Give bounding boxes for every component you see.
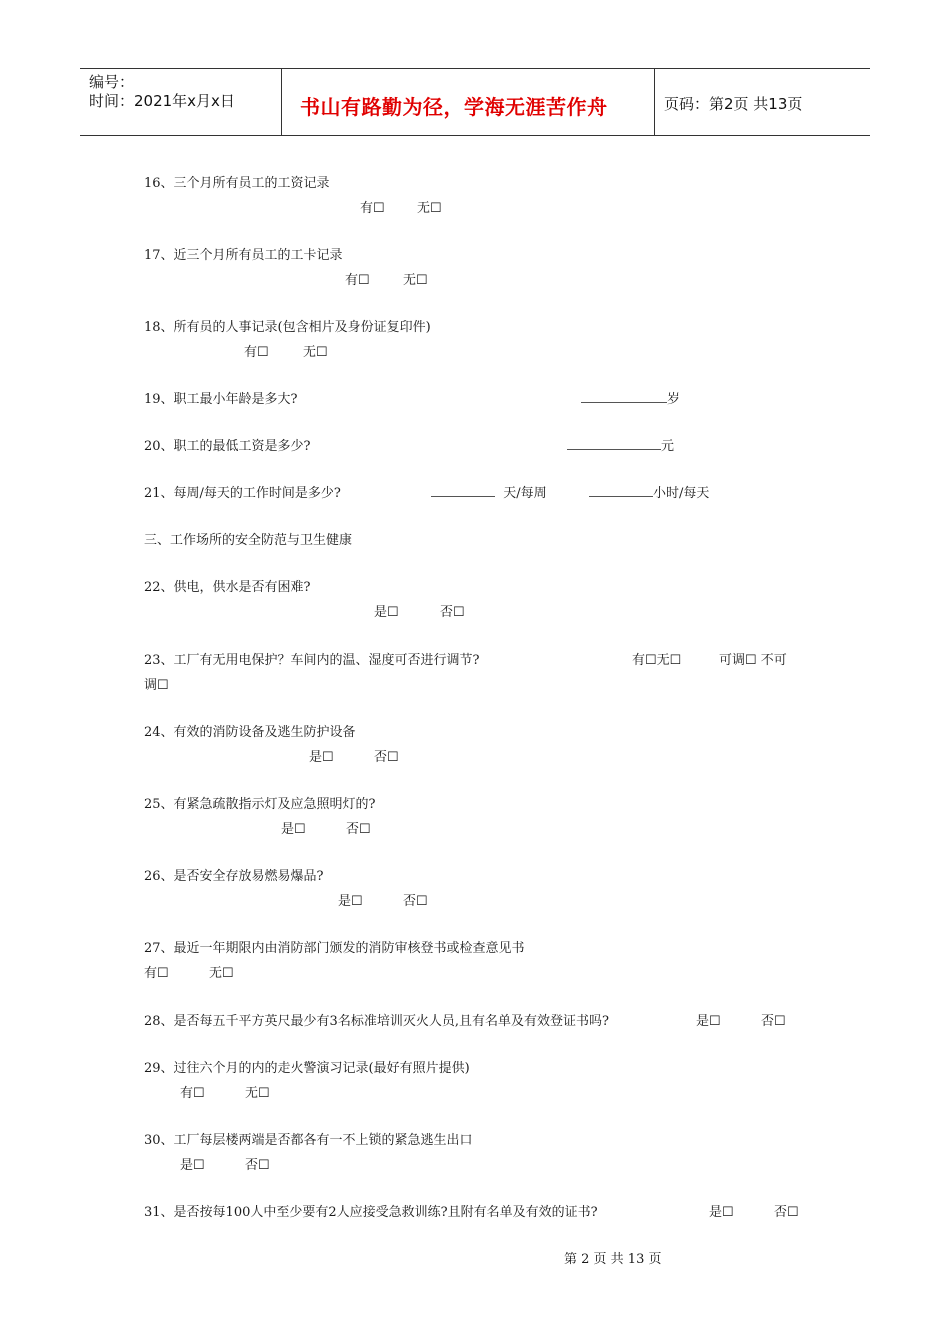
q21-days-blank[interactable]	[431, 484, 495, 497]
q31-option-no[interactable]: 否☐	[774, 1205, 799, 1220]
q24-option-yes[interactable]: 是☐	[309, 750, 334, 765]
q30-option-yes[interactable]: 是☐	[180, 1158, 205, 1173]
q21-answer-hours	[589, 482, 709, 501]
page-footer: 第 2 页 共 13 页	[564, 1252, 662, 1267]
q23-option-adjust[interactable]: 可调☐ 不可	[719, 653, 787, 668]
question-31: 31、是否按每100人中至少要有2人应接受急救训练?且附有名单及有效的证书?	[144, 1205, 598, 1220]
question-20: 20、职工的最低工资是多少?	[144, 439, 311, 454]
q29-option-no[interactable]: 无☐	[245, 1086, 270, 1101]
q20-answer	[567, 435, 674, 454]
q26-option-no[interactable]: 否☐	[403, 894, 428, 909]
q19-answer-blank[interactable]	[581, 390, 667, 403]
header-bottom-border	[80, 135, 870, 136]
question-26: 26、是否安全存放易燃易爆品?	[144, 869, 324, 884]
question-18: 18、所有员的人事记录(包含相片及身份证复印件)	[144, 320, 431, 335]
q19-answer	[581, 388, 680, 407]
question-23: 23、工厂有无用电保护？车间内的温、湿度可否进行调节?	[144, 653, 480, 668]
q22-option-yes[interactable]: 是☐	[374, 605, 399, 620]
question-22: 22、供电，供水是否有困难?	[144, 580, 311, 595]
q22-option-no[interactable]: 否☐	[440, 605, 465, 620]
question-27: 27、最近一年期限内由消防部门颁发的消防审核登书或检查意见书	[144, 941, 525, 956]
document-number-label: 编号：	[89, 73, 135, 91]
q28-option-yes[interactable]: 是☐	[696, 1014, 721, 1029]
q23-option-adjust-cont[interactable]: 调☐	[144, 678, 169, 693]
q21-answer-days	[431, 482, 547, 501]
q28-option-no[interactable]: 否☐	[761, 1014, 786, 1029]
question-24: 24、有效的消防设备及逃生防护设备	[144, 725, 356, 740]
q20-answer-blank[interactable]	[567, 437, 661, 450]
q20-unit: 元	[661, 439, 675, 454]
q16-option-no[interactable]: 无☐	[417, 201, 442, 216]
q24-option-no[interactable]: 否☐	[374, 750, 399, 765]
question-21: 21、每周/每天的工作时间是多少?	[144, 486, 341, 501]
document-time-label: 时间：2021年x月x日	[89, 92, 235, 110]
q21-unit-hours: 小时/每天	[653, 486, 710, 501]
q25-option-yes[interactable]: 是☐	[281, 822, 306, 837]
q27-option-yes[interactable]: 有☐	[144, 966, 169, 981]
q18-option-yes[interactable]: 有☐	[244, 345, 269, 360]
header-divider-2	[654, 68, 655, 136]
header-divider-1	[281, 68, 282, 136]
question-25: 25、有紧急疏散指示灯及应急照明灯的?	[144, 797, 376, 812]
q29-option-yes[interactable]: 有☐	[180, 1086, 205, 1101]
q18-option-no[interactable]: 无☐	[303, 345, 328, 360]
question-19: 19、职工最小年龄是多大?	[144, 392, 298, 407]
header-motto: 书山有路勤为径，学海无涯苦作舟	[300, 95, 608, 119]
q17-option-no[interactable]: 无☐	[403, 273, 428, 288]
question-29: 29、过往六个月的内的走火警演习记录(最好有照片提供)	[144, 1061, 470, 1076]
q21-unit-days: 天/每周	[503, 486, 547, 501]
q27-option-no[interactable]: 无☐	[209, 966, 234, 981]
q30-option-no[interactable]: 否☐	[245, 1158, 270, 1173]
q23-option-power[interactable]: 有☐无☐	[632, 653, 682, 668]
question-30: 30、工厂每层楼两端是否都各有一不上锁的紧急逃生出口	[144, 1133, 473, 1148]
question-16: 16、三个月所有员工的工资记录	[144, 176, 330, 191]
q16-option-yes[interactable]: 有☐	[360, 201, 385, 216]
header-top-border	[80, 68, 870, 69]
q26-option-yes[interactable]: 是☐	[338, 894, 363, 909]
question-28: 28、是否每五千平方英尺最少有3名标准培训灭火人员,且有名单及有效登证书吗?	[144, 1014, 609, 1029]
question-17: 17、近三个月所有员工的工卡记录	[144, 248, 343, 263]
q25-option-no[interactable]: 否☐	[346, 822, 371, 837]
q19-unit: 岁	[667, 392, 681, 407]
section-3-heading: 三、工作场所的安全防范与卫生健康	[144, 533, 353, 548]
q31-option-yes[interactable]: 是☐	[709, 1205, 734, 1220]
q21-hours-blank[interactable]	[589, 484, 653, 497]
q17-option-yes[interactable]: 有☐	[345, 273, 370, 288]
header-page-info: 页码：第2页 共13页	[664, 95, 803, 113]
